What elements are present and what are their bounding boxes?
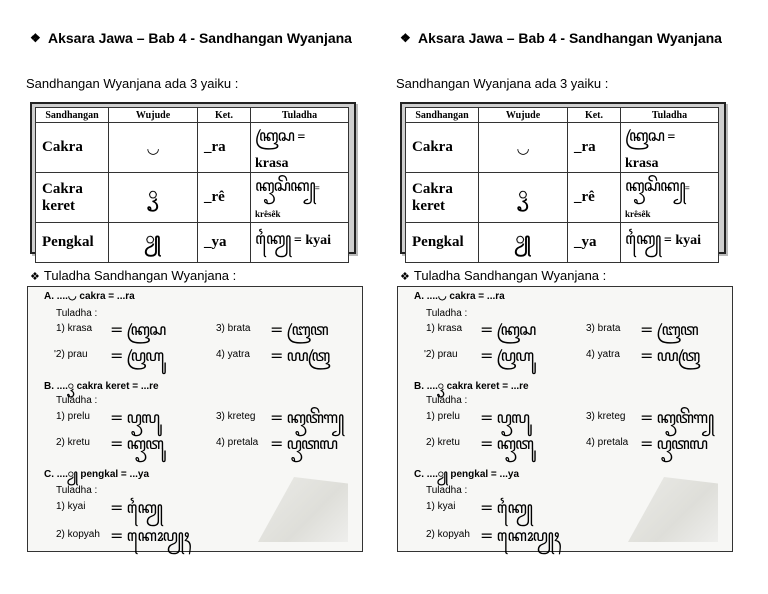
example-javanese: = ꦥꦽꦭꦸ [480, 408, 530, 427]
sandhangan-table [400, 102, 726, 254]
example-javanese: = ꦥꦽꦠꦭ [640, 434, 707, 453]
paper-stain [258, 477, 348, 542]
header-ket: Ket. [198, 108, 251, 123]
example-label: 1) kyai [426, 501, 456, 512]
example-javanese: = ꦏꦿꦱ [110, 320, 166, 339]
example-javanese: = ꦏꦽꦠꦸ [480, 434, 533, 453]
example-label: 3) kreteg [586, 411, 626, 422]
paper-stain [628, 477, 718, 542]
tuladha-label: Tuladha : [56, 308, 98, 319]
subheading: ❖ Tuladha Sandhangan Wyanjana : [400, 268, 607, 283]
example-javanese: = ꦧꦿꦠ [640, 320, 698, 339]
tuladha-label: Tuladha : [426, 395, 468, 406]
intro-text: Sandhangan Wyanjana ada 3 yaiku : [396, 76, 609, 91]
example-label: 3) brata [216, 323, 251, 334]
example-javanese: = ꦏꦾꦻ [480, 498, 532, 517]
diamond-bullet-icon: ❖ [30, 31, 41, 45]
example-javanese: = ꦧꦿꦠ [270, 320, 328, 339]
page-title: ❖ Aksara Jawa – Bab 4 - Sandhangan Wyanjana [30, 30, 352, 46]
example-label: 4) pretala [586, 437, 629, 448]
table-row: Cakra ◡ _ra ꦏꦿꦱ = krasa [406, 123, 719, 173]
example-javanese: = ꦥꦽꦭꦸ [110, 408, 160, 427]
example-javanese: = ꦏꦾꦻ [110, 498, 162, 517]
scanned-examples [397, 286, 733, 552]
header-tuladha: Tuladha [251, 108, 349, 123]
tuladha-label: Tuladha : [426, 308, 468, 319]
header-wujude: Wujude [109, 108, 198, 123]
example-label: 2) kretu [56, 437, 90, 448]
section-a-heading: A. ....◡ cakra = ...ra [414, 291, 505, 302]
example-label: '2) prau [54, 349, 88, 360]
header-wujude: Wujude [479, 108, 568, 123]
table-row: Pengkal ꦾ _ya ꦏꦾꦻ = kyai [406, 223, 719, 263]
example-label: 2) kopyah [56, 529, 100, 540]
example-javanese: = ꦏꦺꦴꦥꦾꦃ [110, 526, 189, 545]
table-row: Pengkal ꦾ _ya ꦏꦾꦻ = kyai [36, 223, 349, 263]
diamond-bullet-icon: ❖ [400, 271, 410, 283]
example-label: 1) krasa [426, 323, 463, 334]
example-javanese: = ꦥꦿꦲꦸ [110, 346, 164, 365]
table-row: Cakra ◡ _ra ꦏꦿꦱ = krasa [36, 123, 349, 173]
header-sandhangan: Sandhangan [36, 108, 109, 123]
left-page [0, 0, 375, 594]
table-row: Cakra keret ꦽ _rê ꦏꦽꦱꦼꦏ꧀= krêsêk [36, 173, 349, 223]
example-javanese: = ꦏꦺꦴꦥꦾꦃ [480, 526, 559, 545]
header-tuladha: Tuladha [621, 108, 719, 123]
example-label: 3) brata [586, 323, 621, 334]
example-label: 1) prelu [426, 411, 460, 422]
example-javanese: = ꦥꦽꦠꦭ [270, 434, 337, 453]
section-b-heading: B. ....ꦽ cakra keret = ...re [44, 381, 159, 392]
page-title: ❖ Aksara Jawa – Bab 4 - Sandhangan Wyanjana [400, 30, 722, 46]
example-javanese: = ꦏꦽꦠꦼꦒ꧀ [640, 408, 714, 427]
tuladha-label: Tuladha : [56, 395, 98, 406]
example-javanese: = ꦪꦠꦿ [270, 346, 330, 365]
subheading: ❖ Tuladha Sandhangan Wyanjana : [30, 268, 237, 283]
section-a-heading: A. ....◡ cakra = ...ra [44, 291, 135, 302]
example-label: 1) kyai [56, 501, 86, 512]
section-c-heading: C. ....ꦾ pengkal = ...ya [44, 469, 150, 480]
diamond-bullet-icon: ❖ [30, 271, 40, 283]
section-b-heading: B. ....ꦽ cakra keret = ...re [414, 381, 529, 392]
example-label: 4) pretala [216, 437, 259, 448]
example-label: 4) yatra [586, 349, 620, 360]
scanned-examples [27, 286, 363, 552]
example-javanese: = ꦥꦿꦲꦸ [480, 346, 534, 365]
right-page [370, 0, 745, 594]
example-label: 3) kreteg [216, 411, 256, 422]
example-label: 1) prelu [56, 411, 90, 422]
intro-text: Sandhangan Wyanjana ada 3 yaiku : [26, 76, 239, 91]
tuladha-label: Tuladha : [426, 485, 468, 496]
section-c-heading: C. ....ꦾ pengkal = ...ya [414, 469, 520, 480]
example-javanese: = ꦏꦿꦱ [480, 320, 536, 339]
example-label: 2) kopyah [426, 529, 470, 540]
example-label: 4) yatra [216, 349, 250, 360]
example-label: 1) krasa [56, 323, 93, 334]
tuladha-label: Tuladha : [56, 485, 98, 496]
header-sandhangan: Sandhangan [406, 108, 479, 123]
sandhangan-table [30, 102, 356, 254]
example-javanese: = ꦪꦠꦿ [640, 346, 700, 365]
example-javanese: = ꦏꦽꦠꦼꦒ꧀ [270, 408, 344, 427]
example-javanese: = ꦏꦽꦠꦸ [110, 434, 163, 453]
diamond-bullet-icon: ❖ [400, 31, 411, 45]
table-row: Cakra keret ꦽ _rê ꦏꦽꦱꦼꦏ꧀= krêsêk [406, 173, 719, 223]
header-ket: Ket. [568, 108, 621, 123]
example-label: '2) prau [424, 349, 458, 360]
example-label: 2) kretu [426, 437, 460, 448]
